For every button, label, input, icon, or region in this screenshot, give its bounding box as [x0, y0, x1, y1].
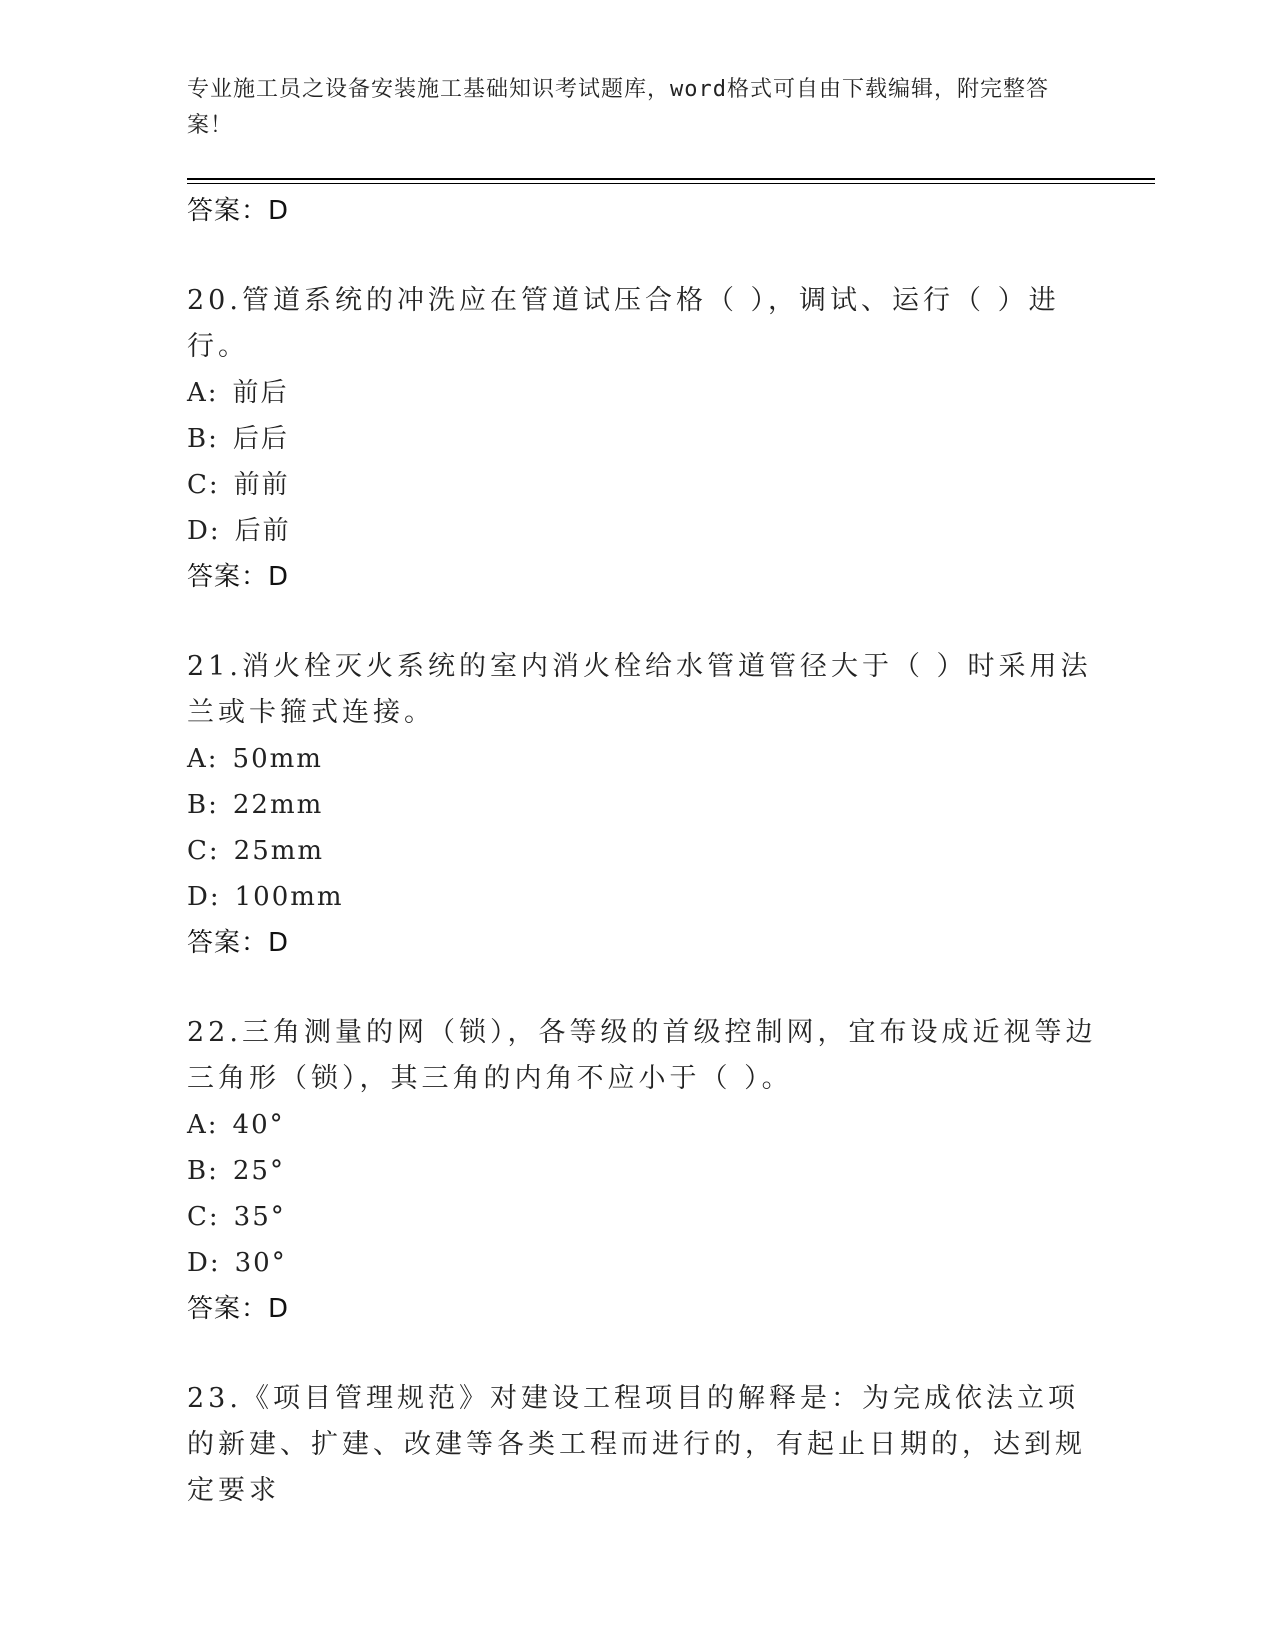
option-text: 后前 [234, 516, 291, 546]
option-label: C: [187, 470, 220, 500]
document-header: 专业施工员之设备安装施工基础知识考试题库，word格式可自由下载编辑，附完整答案！ [187, 77, 1049, 138]
option-d [187, 874, 1097, 920]
option-c [187, 462, 1097, 508]
answer-line: 答案：D [187, 928, 290, 958]
option-text: 前后 [232, 378, 289, 408]
question-list [187, 188, 1097, 1514]
question-stem: 22.三角测量的网（锁），各等级的首级控制网，宜布设成近视等边三角形（锁），其三角的内角不应小于（ ）。 [187, 1017, 1097, 1094]
option-d [187, 508, 1097, 554]
question-block [187, 1376, 1097, 1514]
question-block [187, 278, 1097, 600]
header-divider-thin [187, 183, 1155, 184]
option-label: A: [187, 1110, 219, 1140]
option-d [187, 1240, 1097, 1286]
option-label: B: [187, 1156, 219, 1186]
option-label: C: [187, 836, 220, 866]
option-text: 25° [232, 1156, 285, 1186]
option-label: D: [187, 882, 221, 912]
option-b [187, 1148, 1097, 1194]
option-c [187, 828, 1097, 874]
question-stem: 20.管道系统的冲洗应在管道试压合格（ ），调试、运行（ ）进行。 [187, 285, 1060, 362]
option-text: 22mm [232, 790, 324, 820]
option-text: 后后 [232, 424, 289, 454]
option-label: A: [187, 378, 219, 408]
option-text: 30° [234, 1248, 287, 1278]
option-label: A: [187, 744, 219, 774]
answer-line: 答案：D [187, 562, 290, 592]
question-stem: 23.《项目管理规范》对建设工程项目的解释是：为完成依法立项的新建、扩建、改建等各类工程而进行的，有起止日期的，达到规定要求 [187, 1383, 1086, 1506]
option-a [187, 1102, 1097, 1148]
option-label: C: [187, 1202, 220, 1232]
option-text: 35° [233, 1202, 286, 1232]
option-c [187, 1194, 1097, 1240]
option-text: 100mm [234, 882, 344, 912]
option-a [187, 370, 1097, 416]
question-block [187, 644, 1097, 966]
question-stem: 21.消火栓灭火系统的室内消火栓给水管道管径大于（ ）时采用法兰或卡箍式连接。 [187, 651, 1092, 728]
question-block [187, 1010, 1097, 1332]
option-a [187, 736, 1097, 782]
answer-line: 答案：D [187, 1294, 290, 1324]
option-label: B: [187, 790, 219, 820]
option-text: 40° [232, 1110, 285, 1140]
answer-line: 答案：D [187, 196, 290, 226]
option-b [187, 782, 1097, 828]
option-text: 前前 [233, 470, 290, 500]
option-label: B: [187, 424, 219, 454]
header-divider [187, 178, 1155, 180]
option-text: 50mm [232, 744, 323, 774]
option-b [187, 416, 1097, 462]
option-label: D: [187, 516, 221, 546]
option-text: 25mm [233, 836, 325, 866]
option-label: D: [187, 1248, 221, 1278]
